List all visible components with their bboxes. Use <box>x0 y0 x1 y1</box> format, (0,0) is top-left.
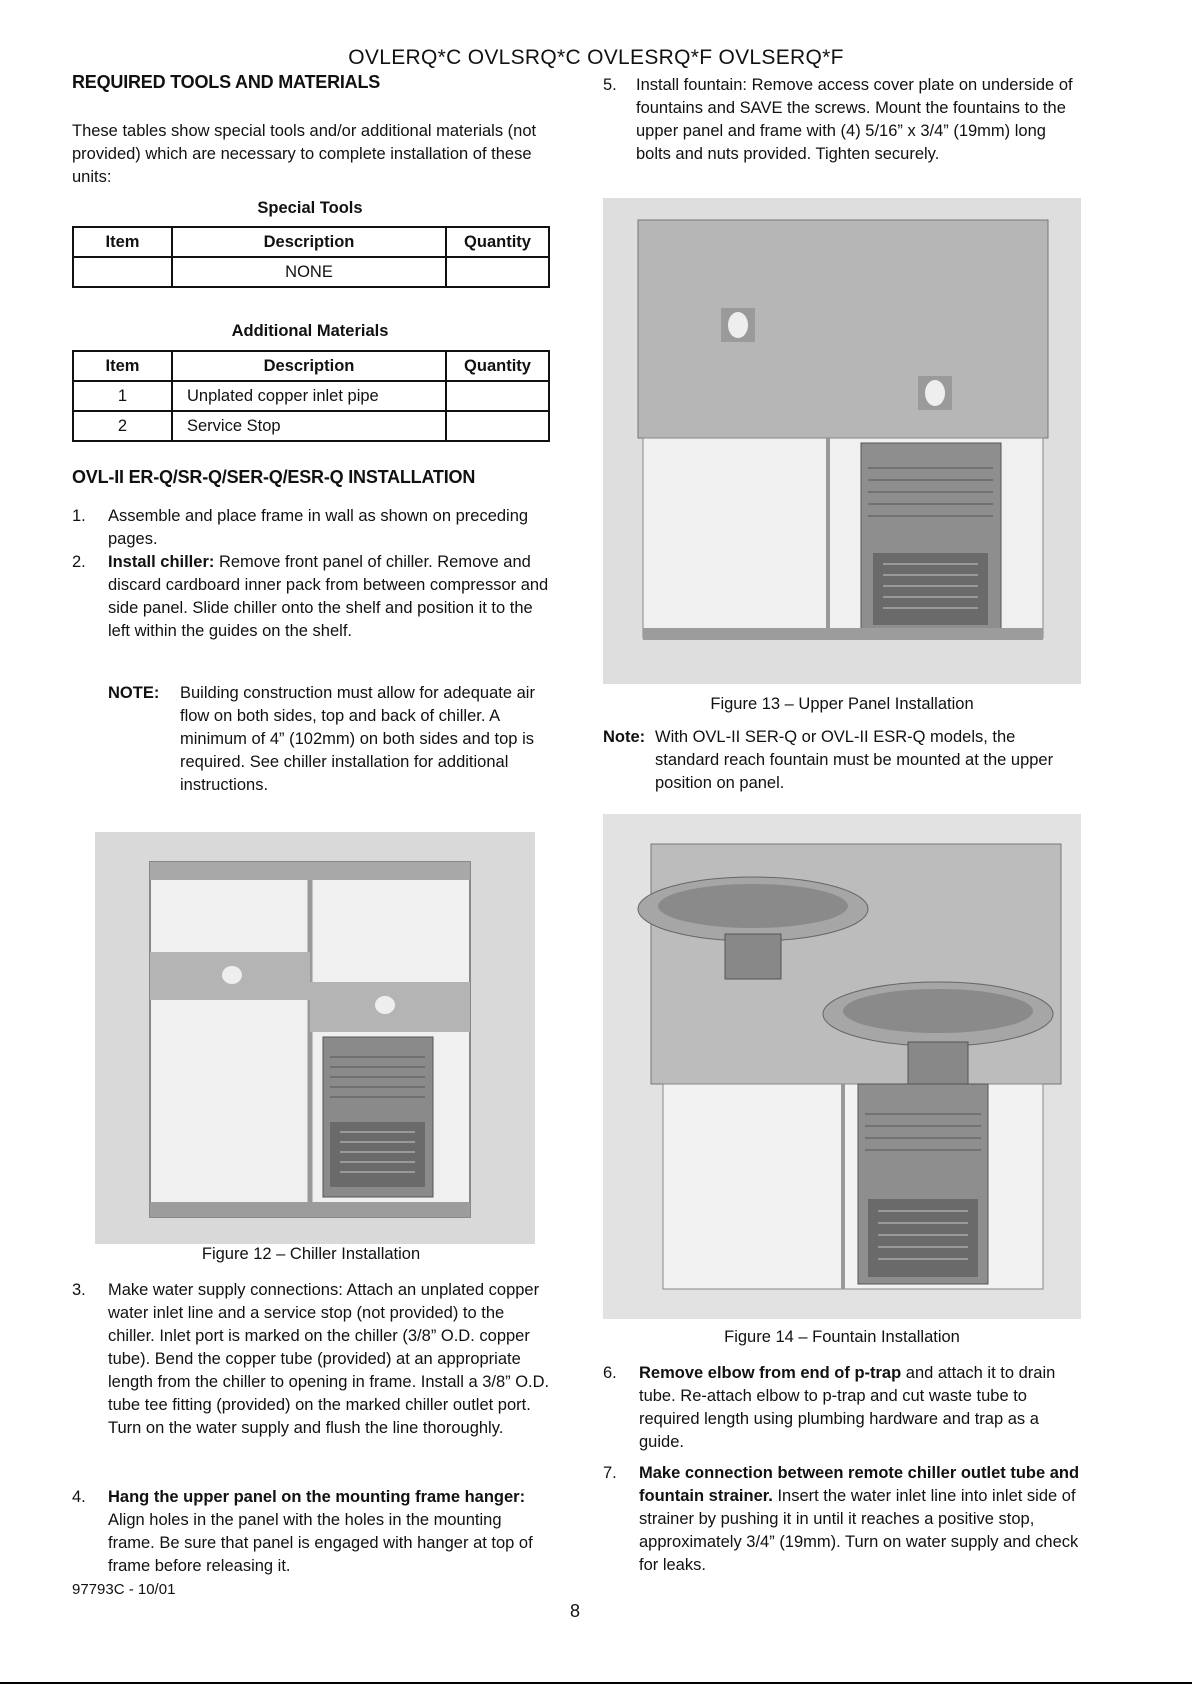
table-cell <box>446 411 549 441</box>
step-number: 2. <box>72 553 86 571</box>
step-number: 4. <box>72 1488 86 1506</box>
additional-materials-table <box>72 350 550 442</box>
step-number: 1. <box>72 507 86 525</box>
figure-14-caption: Figure 14 – Fountain Installation <box>724 1328 960 1346</box>
table-cell: NONE <box>172 257 446 287</box>
table-cell: Unplated copper inlet pipe <box>172 381 446 411</box>
table-header: Description <box>172 351 446 381</box>
figure-12-caption: Figure 12 – Chiller Installation <box>201 1245 421 1263</box>
special-tools-title: Special Tools <box>257 199 363 217</box>
step-lead: Remove elbow from end of p-trap <box>639 1364 902 1382</box>
step-text: Make water supply connections: Attach an unplated copper water inlet line and a service stop (not provided) to the chiller. Inlet port is marked on the chiller (3/8” O.D. copper tube). Bend the copper tube (provided) at an appropriate length from the chiller to opening in frame. Install a 3/8” O.D. tube tee fitting (provided) on the marked chiller outlet port. Turn on the water supply and flush the line thoroughly. <box>108 1281 550 1437</box>
table-header: Item <box>73 227 172 257</box>
table-cell <box>446 257 549 287</box>
document-id: 97793C - 10/01 <box>72 1581 176 1598</box>
section-title-required-tools: REQUIRED TOOLS AND MATERIALS <box>72 72 381 92</box>
intro-paragraph: These tables show special tools and/or additional materials (not provided) which are necessary to complete installation of these units: <box>72 122 537 186</box>
table-cell: Service Stop <box>172 411 446 441</box>
note-text: With OVL-II SER-Q or OVL-II ESR-Q models, the standard reach fountain must be mounted at the upper position on panel. <box>655 728 1054 792</box>
step-text: Remove front panel of chiller. Remove and discard cardboard inner pack from between compressor and side panel. Slide chiller onto the shelf and position it to the left within the guides on the shelf. <box>108 553 549 640</box>
step-text: Install fountain: Remove access cover plate on underside of fountains and SAVE the screws. Mount the fountains to the upper panel and frame with (4) 5/16” x 3/4” (19mm) long bolts and nuts provided. Tighten securely. <box>636 76 1073 163</box>
step-number: 5. <box>603 76 617 94</box>
table-cell: 2 <box>73 411 172 441</box>
step-lead: Hang the upper panel on the mounting frame hanger: <box>108 1488 526 1506</box>
step-lead: Make connection between remote chiller outlet tube and fountain strainer. <box>639 1464 1080 1505</box>
page-number: 8 <box>570 1601 581 1621</box>
page-header: OVLERQ*C OVLSRQ*C OVLESRQ*F OVLSERQ*F <box>348 46 844 69</box>
step-number: 7. <box>603 1464 617 1482</box>
table-header: Description <box>172 227 446 257</box>
note-label: Note: <box>603 728 646 746</box>
step-text: Align holes in the panel with the holes in the mounting frame. Be sure that panel is engaged with hanger at top of frame before releasing it. <box>108 1511 533 1575</box>
table-cell <box>73 257 172 287</box>
figure-12-image <box>95 832 535 1244</box>
step-lead: Install chiller: <box>108 553 215 571</box>
special-tools-table <box>72 226 550 288</box>
step-number: 3. <box>72 1281 86 1299</box>
step-text: Insert the water inlet line into inlet side of strainer by pushing it in until it reaches a positive stop, approximately 3/4” (19mm). Turn on water supply and check for leaks. <box>639 1487 1079 1574</box>
bottom-rule <box>0 1682 1192 1684</box>
step-text: Assemble and place frame in wall as shown on preceding pages. <box>108 507 529 548</box>
figure-14-image <box>603 814 1081 1319</box>
step-number: 6. <box>603 1364 617 1382</box>
note-text: Building construction must allow for adequate air flow on both sides, top and back of chiller. A minimum of 4” (102mm) on both sides and top is required. See chiller installation for additional instructions. <box>180 684 535 794</box>
step-text: and attach it to drain tube. Re-attach elbow to p-trap and cut waste tube to required length using plumbing hardware and trap as a guide. <box>639 1364 1056 1451</box>
figure-13-image <box>603 198 1081 684</box>
table-header: Quantity <box>446 227 549 257</box>
table-header: Quantity <box>446 351 549 381</box>
table-cell: 1 <box>73 381 172 411</box>
table-cell <box>446 381 549 411</box>
table-header: Item <box>73 351 172 381</box>
additional-materials-title: Additional Materials <box>231 322 389 340</box>
section-title-installation: OVL-II ER-Q/SR-Q/SER-Q/ESR-Q INSTALLATION <box>72 467 476 487</box>
note-label: NOTE: <box>108 684 160 702</box>
figure-13-caption: Figure 13 – Upper Panel Installation <box>710 695 974 713</box>
